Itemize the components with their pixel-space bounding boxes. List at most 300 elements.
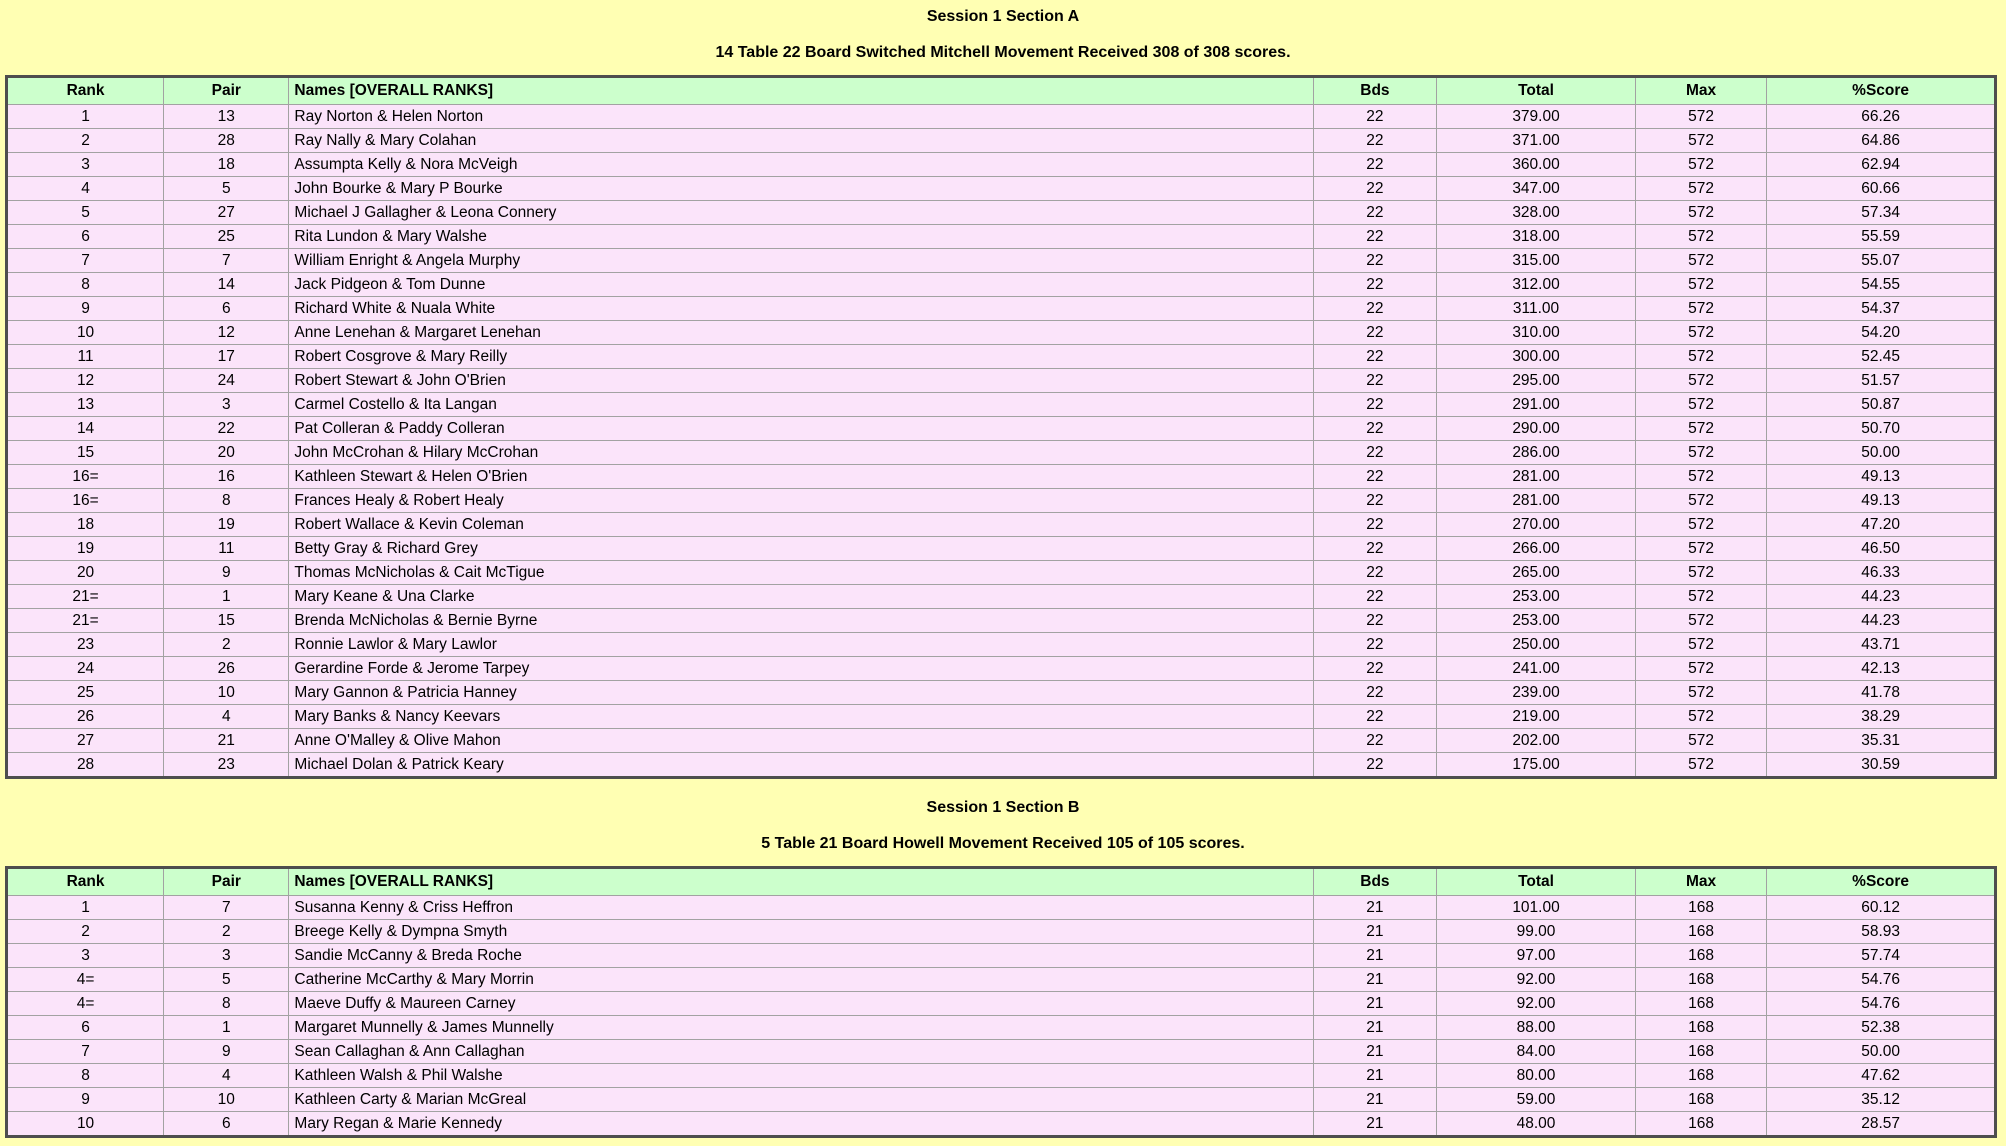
result-row <box>7 321 1996 345</box>
result-cell-names: Breege Kelly & Dympna Smyth <box>289 920 1313 944</box>
result-cell-total: 290.00 <box>1437 417 1636 441</box>
result-cell-pct-score: 57.34 <box>1767 201 1996 225</box>
column-header-total: Total <box>1437 77 1636 105</box>
result-cell-pct-score: 62.94 <box>1767 153 1996 177</box>
result-cell-bds: 22 <box>1313 225 1436 249</box>
result-cell-bds: 22 <box>1313 705 1436 729</box>
result-cell-rank: 9 <box>7 297 164 321</box>
result-cell-total: 266.00 <box>1437 537 1636 561</box>
column-header-pct-score: %Score <box>1767 77 1996 105</box>
result-cell-rank: 23 <box>7 633 164 657</box>
result-cell-rank: 3 <box>7 944 164 968</box>
result-cell-pair: 19 <box>164 513 289 537</box>
result-row <box>7 657 1996 681</box>
result-cell-pct-score: 38.29 <box>1767 705 1996 729</box>
result-row <box>7 1112 1996 1137</box>
result-cell-bds: 22 <box>1313 657 1436 681</box>
result-row <box>7 417 1996 441</box>
result-cell-total: 371.00 <box>1437 129 1636 153</box>
table-header <box>7 77 1996 105</box>
result-cell-bds: 21 <box>1313 920 1436 944</box>
result-cell-pct-score: 28.57 <box>1767 1112 1996 1137</box>
result-cell-bds: 22 <box>1313 681 1436 705</box>
result-cell-pair: 9 <box>164 1040 289 1064</box>
result-cell-pair: 18 <box>164 153 289 177</box>
column-header-rank: Rank <box>7 77 164 105</box>
result-cell-max: 572 <box>1635 657 1766 681</box>
result-cell-pct-score: 44.23 <box>1767 585 1996 609</box>
result-row <box>7 489 1996 513</box>
result-cell-max: 572 <box>1635 753 1766 778</box>
result-cell-rank: 28 <box>7 753 164 778</box>
result-cell-pair: 21 <box>164 729 289 753</box>
result-cell-max: 572 <box>1635 465 1766 489</box>
result-cell-max: 168 <box>1635 1112 1766 1137</box>
result-cell-max: 572 <box>1635 705 1766 729</box>
section-a-subtitle: 14 Table 22 Board Switched Mitchell Movement Received 308 of 308 scores. <box>715 44 1291 61</box>
result-cell-pair: 27 <box>164 201 289 225</box>
result-cell-total: 80.00 <box>1437 1064 1636 1088</box>
result-cell-names: William Enright & Angela Murphy <box>289 249 1313 273</box>
result-cell-names: Margaret Munnelly & James Munnelly <box>289 1016 1313 1040</box>
column-header-names: Names [OVERALL RANKS] <box>289 77 1313 105</box>
result-cell-pct-score: 50.70 <box>1767 417 1996 441</box>
result-cell-bds: 21 <box>1313 1088 1436 1112</box>
result-cell-bds: 22 <box>1313 297 1436 321</box>
result-cell-pair: 24 <box>164 369 289 393</box>
column-header-pair: Pair <box>164 77 289 105</box>
result-cell-max: 572 <box>1635 393 1766 417</box>
result-cell-total: 253.00 <box>1437 609 1636 633</box>
result-cell-pair: 7 <box>164 896 289 920</box>
result-cell-pct-score: 60.66 <box>1767 177 1996 201</box>
result-cell-max: 168 <box>1635 1016 1766 1040</box>
result-cell-pair: 17 <box>164 345 289 369</box>
result-cell-max: 572 <box>1635 561 1766 585</box>
result-cell-total: 92.00 <box>1437 968 1636 992</box>
result-cell-rank: 9 <box>7 1088 164 1112</box>
result-row <box>7 944 1996 968</box>
result-cell-total: 239.00 <box>1437 681 1636 705</box>
result-cell-rank: 6 <box>7 1016 164 1040</box>
result-cell-rank: 2 <box>7 129 164 153</box>
result-cell-rank: 15 <box>7 441 164 465</box>
result-cell-total: 328.00 <box>1437 201 1636 225</box>
section-b-subtitle: 5 Table 21 Board Howell Movement Received 105 of 105 scores. <box>761 835 1245 852</box>
result-cell-rank: 18 <box>7 513 164 537</box>
result-cell-rank: 2 <box>7 920 164 944</box>
column-header-rank: Rank <box>7 868 164 896</box>
result-cell-pct-score: 60.12 <box>1767 896 1996 920</box>
result-cell-names: Sandie McCanny & Breda Roche <box>289 944 1313 968</box>
result-cell-names: Pat Colleran & Paddy Colleran <box>289 417 1313 441</box>
result-cell-pair: 5 <box>164 177 289 201</box>
result-cell-pct-score: 55.07 <box>1767 249 1996 273</box>
result-cell-names: John Bourke & Mary P Bourke <box>289 177 1313 201</box>
result-cell-bds: 21 <box>1313 1040 1436 1064</box>
result-cell-bds: 22 <box>1313 489 1436 513</box>
result-cell-rank: 11 <box>7 345 164 369</box>
result-cell-total: 300.00 <box>1437 345 1636 369</box>
result-cell-rank: 19 <box>7 537 164 561</box>
result-cell-total: 265.00 <box>1437 561 1636 585</box>
result-cell-pct-score: 52.38 <box>1767 1016 1996 1040</box>
result-cell-pct-score: 52.45 <box>1767 345 1996 369</box>
result-cell-rank: 4= <box>7 992 164 1016</box>
result-row <box>7 225 1996 249</box>
result-cell-max: 168 <box>1635 1088 1766 1112</box>
result-cell-rank: 21= <box>7 585 164 609</box>
column-header-bds: Bds <box>1313 77 1436 105</box>
result-cell-total: 379.00 <box>1437 105 1636 129</box>
result-cell-max: 168 <box>1635 920 1766 944</box>
result-cell-max: 572 <box>1635 729 1766 753</box>
result-cell-max: 572 <box>1635 345 1766 369</box>
result-row <box>7 705 1996 729</box>
result-cell-pct-score: 55.59 <box>1767 225 1996 249</box>
result-cell-names: Robert Cosgrove & Mary Reilly <box>289 345 1313 369</box>
section-b <box>0 779 2006 1138</box>
result-row <box>7 681 1996 705</box>
results-table-section-a <box>5 75 1997 779</box>
result-cell-rank: 7 <box>7 249 164 273</box>
result-row <box>7 1088 1996 1112</box>
result-cell-rank: 21= <box>7 609 164 633</box>
result-cell-total: 92.00 <box>1437 992 1636 1016</box>
result-cell-rank: 27 <box>7 729 164 753</box>
result-cell-pair: 12 <box>164 321 289 345</box>
result-cell-total: 219.00 <box>1437 705 1636 729</box>
result-cell-pct-score: 30.59 <box>1767 753 1996 778</box>
result-cell-max: 572 <box>1635 633 1766 657</box>
result-cell-total: 253.00 <box>1437 585 1636 609</box>
result-row <box>7 201 1996 225</box>
result-row <box>7 105 1996 129</box>
result-cell-total: 286.00 <box>1437 441 1636 465</box>
result-cell-max: 572 <box>1635 297 1766 321</box>
column-header-names: Names [OVERALL RANKS] <box>289 868 1313 896</box>
result-cell-names: Ray Nally & Mary Colahan <box>289 129 1313 153</box>
result-cell-total: 315.00 <box>1437 249 1636 273</box>
result-cell-pair: 20 <box>164 441 289 465</box>
result-cell-max: 168 <box>1635 992 1766 1016</box>
column-header-bds: Bds <box>1313 868 1436 896</box>
result-row <box>7 1016 1996 1040</box>
result-cell-pct-score: 49.13 <box>1767 465 1996 489</box>
result-cell-max: 572 <box>1635 201 1766 225</box>
result-cell-bds: 22 <box>1313 345 1436 369</box>
table-header <box>7 868 1996 896</box>
result-row <box>7 249 1996 273</box>
result-cell-pct-score: 50.00 <box>1767 441 1996 465</box>
result-cell-names: Mary Regan & Marie Kennedy <box>289 1112 1313 1137</box>
result-cell-total: 99.00 <box>1437 920 1636 944</box>
result-cell-pair: 1 <box>164 585 289 609</box>
result-cell-rank: 24 <box>7 657 164 681</box>
result-cell-pair: 2 <box>164 633 289 657</box>
result-row <box>7 273 1996 297</box>
result-cell-max: 168 <box>1635 968 1766 992</box>
result-cell-bds: 22 <box>1313 537 1436 561</box>
result-row <box>7 561 1996 585</box>
result-cell-pct-score: 43.71 <box>1767 633 1996 657</box>
result-cell-pct-score: 49.13 <box>1767 489 1996 513</box>
result-cell-names: Gerardine Forde & Jerome Tarpey <box>289 657 1313 681</box>
result-cell-pair: 6 <box>164 297 289 321</box>
result-cell-pct-score: 35.31 <box>1767 729 1996 753</box>
result-cell-max: 168 <box>1635 944 1766 968</box>
result-row <box>7 1040 1996 1064</box>
result-cell-max: 572 <box>1635 441 1766 465</box>
result-cell-max: 572 <box>1635 537 1766 561</box>
result-cell-bds: 22 <box>1313 321 1436 345</box>
result-cell-names: Kathleen Walsh & Phil Walshe <box>289 1064 1313 1088</box>
result-cell-names: Anne O'Malley & Olive Mahon <box>289 729 1313 753</box>
result-cell-max: 572 <box>1635 273 1766 297</box>
result-cell-names: Sean Callaghan & Ann Callaghan <box>289 1040 1313 1064</box>
result-row <box>7 129 1996 153</box>
result-cell-total: 318.00 <box>1437 225 1636 249</box>
result-cell-rank: 16= <box>7 465 164 489</box>
results-body-section-b <box>7 896 1996 1137</box>
result-cell-pair: 5 <box>164 968 289 992</box>
result-cell-rank: 25 <box>7 681 164 705</box>
result-cell-rank: 7 <box>7 1040 164 1064</box>
result-cell-max: 168 <box>1635 1040 1766 1064</box>
result-cell-total: 84.00 <box>1437 1040 1636 1064</box>
result-cell-rank: 5 <box>7 201 164 225</box>
result-cell-total: 241.00 <box>1437 657 1636 681</box>
result-row <box>7 920 1996 944</box>
result-cell-pair: 22 <box>164 417 289 441</box>
result-cell-names: Kathleen Stewart & Helen O'Brien <box>289 465 1313 489</box>
result-cell-rank: 8 <box>7 273 164 297</box>
result-cell-pair: 15 <box>164 609 289 633</box>
results-body-section-a <box>7 105 1996 778</box>
result-cell-bds: 22 <box>1313 633 1436 657</box>
result-cell-bds: 22 <box>1313 417 1436 441</box>
result-cell-pair: 11 <box>164 537 289 561</box>
result-cell-names: Rita Lundon & Mary Walshe <box>289 225 1313 249</box>
result-cell-bds: 21 <box>1313 968 1436 992</box>
result-cell-max: 572 <box>1635 489 1766 513</box>
result-cell-total: 88.00 <box>1437 1016 1636 1040</box>
result-cell-total: 59.00 <box>1437 1088 1636 1112</box>
result-row <box>7 153 1996 177</box>
result-cell-pct-score: 57.74 <box>1767 944 1996 968</box>
column-header-pct-score: %Score <box>1767 868 1996 896</box>
result-cell-names: Mary Banks & Nancy Keevars <box>289 705 1313 729</box>
result-cell-names: Michael Dolan & Patrick Keary <box>289 753 1313 778</box>
result-cell-rank: 10 <box>7 1112 164 1137</box>
result-cell-pair: 3 <box>164 393 289 417</box>
result-cell-names: Robert Wallace & Kevin Coleman <box>289 513 1313 537</box>
result-cell-names: Mary Keane & Una Clarke <box>289 585 1313 609</box>
result-cell-names: Mary Gannon & Patricia Hanney <box>289 681 1313 705</box>
result-cell-max: 572 <box>1635 105 1766 129</box>
section-a-title: Session 1 Section A <box>926 8 1080 25</box>
result-row <box>7 992 1996 1016</box>
result-cell-total: 202.00 <box>1437 729 1636 753</box>
result-cell-pair: 14 <box>164 273 289 297</box>
result-cell-bds: 22 <box>1313 609 1436 633</box>
result-cell-total: 347.00 <box>1437 177 1636 201</box>
result-row <box>7 585 1996 609</box>
result-cell-names: Ray Norton & Helen Norton <box>289 105 1313 129</box>
column-header-pair: Pair <box>164 868 289 896</box>
column-header-max: Max <box>1635 868 1766 896</box>
result-cell-total: 281.00 <box>1437 465 1636 489</box>
result-cell-rank: 1 <box>7 896 164 920</box>
result-cell-bds: 22 <box>1313 729 1436 753</box>
result-row <box>7 369 1996 393</box>
result-cell-bds: 22 <box>1313 465 1436 489</box>
result-cell-max: 572 <box>1635 585 1766 609</box>
result-cell-names: Susanna Kenny & Criss Heffron <box>289 896 1313 920</box>
result-cell-bds: 21 <box>1313 1064 1436 1088</box>
result-cell-max: 572 <box>1635 681 1766 705</box>
result-cell-pair: 23 <box>164 753 289 778</box>
result-cell-rank: 4 <box>7 177 164 201</box>
result-cell-names: Richard White & Nuala White <box>289 297 1313 321</box>
result-cell-bds: 21 <box>1313 992 1436 1016</box>
result-cell-rank: 26 <box>7 705 164 729</box>
result-cell-max: 572 <box>1635 129 1766 153</box>
result-row <box>7 896 1996 920</box>
result-cell-max: 572 <box>1635 321 1766 345</box>
result-cell-pair: 10 <box>164 681 289 705</box>
result-cell-pct-score: 46.50 <box>1767 537 1996 561</box>
result-cell-max: 572 <box>1635 153 1766 177</box>
result-cell-pair: 3 <box>164 944 289 968</box>
result-cell-bds: 21 <box>1313 896 1436 920</box>
result-cell-names: Brenda McNicholas & Bernie Byrne <box>289 609 1313 633</box>
result-row <box>7 393 1996 417</box>
result-cell-bds: 22 <box>1313 201 1436 225</box>
result-cell-names: Thomas McNicholas & Cait McTigue <box>289 561 1313 585</box>
result-cell-pair: 8 <box>164 489 289 513</box>
result-cell-rank: 12 <box>7 369 164 393</box>
result-cell-bds: 22 <box>1313 153 1436 177</box>
result-row <box>7 609 1996 633</box>
result-cell-bds: 22 <box>1313 249 1436 273</box>
result-cell-names: Frances Healy & Robert Healy <box>289 489 1313 513</box>
result-cell-bds: 22 <box>1313 105 1436 129</box>
result-cell-pair: 16 <box>164 465 289 489</box>
result-cell-pct-score: 64.86 <box>1767 129 1996 153</box>
result-cell-pct-score: 54.76 <box>1767 968 1996 992</box>
result-cell-pct-score: 50.00 <box>1767 1040 1996 1064</box>
result-cell-names: Maeve Duffy & Maureen Carney <box>289 992 1313 1016</box>
result-cell-max: 572 <box>1635 513 1766 537</box>
result-cell-total: 101.00 <box>1437 896 1636 920</box>
result-cell-total: 291.00 <box>1437 393 1636 417</box>
result-cell-max: 572 <box>1635 177 1766 201</box>
result-cell-pct-score: 54.76 <box>1767 992 1996 1016</box>
result-cell-bds: 22 <box>1313 753 1436 778</box>
result-cell-rank: 13 <box>7 393 164 417</box>
result-cell-pair: 4 <box>164 1064 289 1088</box>
result-cell-total: 250.00 <box>1437 633 1636 657</box>
result-cell-bds: 22 <box>1313 393 1436 417</box>
result-cell-max: 168 <box>1635 896 1766 920</box>
result-cell-rank: 1 <box>7 105 164 129</box>
result-cell-pair: 6 <box>164 1112 289 1137</box>
result-cell-max: 572 <box>1635 225 1766 249</box>
result-cell-pair: 10 <box>164 1088 289 1112</box>
result-row <box>7 441 1996 465</box>
result-cell-pct-score: 44.23 <box>1767 609 1996 633</box>
result-row <box>7 753 1996 778</box>
result-cell-pair: 8 <box>164 992 289 1016</box>
result-cell-bds: 22 <box>1313 561 1436 585</box>
section-b-title: Session 1 Section B <box>926 799 1080 816</box>
result-row <box>7 968 1996 992</box>
result-cell-total: 360.00 <box>1437 153 1636 177</box>
result-cell-rank: 16= <box>7 489 164 513</box>
result-cell-names: Betty Gray & Richard Grey <box>289 537 1313 561</box>
result-cell-pct-score: 66.26 <box>1767 105 1996 129</box>
result-cell-names: Assumpta Kelly & Nora McVeigh <box>289 153 1313 177</box>
column-header-max: Max <box>1635 77 1766 105</box>
result-cell-rank: 3 <box>7 153 164 177</box>
result-cell-pct-score: 42.13 <box>1767 657 1996 681</box>
result-cell-total: 175.00 <box>1437 753 1636 778</box>
result-cell-max: 168 <box>1635 1064 1766 1088</box>
result-cell-bds: 21 <box>1313 1016 1436 1040</box>
result-row <box>7 513 1996 537</box>
result-cell-names: Robert Stewart & John O'Brien <box>289 369 1313 393</box>
result-cell-bds: 22 <box>1313 369 1436 393</box>
result-cell-pair: 7 <box>164 249 289 273</box>
result-cell-bds: 21 <box>1313 944 1436 968</box>
result-cell-total: 311.00 <box>1437 297 1636 321</box>
result-cell-total: 270.00 <box>1437 513 1636 537</box>
result-row <box>7 633 1996 657</box>
result-cell-bds: 21 <box>1313 1112 1436 1137</box>
result-cell-pct-score: 46.33 <box>1767 561 1996 585</box>
header-row <box>7 868 1996 896</box>
result-cell-bds: 22 <box>1313 177 1436 201</box>
result-cell-names: Catherine McCarthy & Mary Morrin <box>289 968 1313 992</box>
result-cell-pct-score: 35.12 <box>1767 1088 1996 1112</box>
result-cell-names: Ronnie Lawlor & Mary Lawlor <box>289 633 1313 657</box>
result-cell-pair: 2 <box>164 920 289 944</box>
result-cell-pct-score: 47.20 <box>1767 513 1996 537</box>
header-row <box>7 77 1996 105</box>
result-cell-pct-score: 54.55 <box>1767 273 1996 297</box>
result-cell-pct-score: 47.62 <box>1767 1064 1996 1088</box>
result-cell-pair: 25 <box>164 225 289 249</box>
result-cell-bds: 22 <box>1313 273 1436 297</box>
result-cell-pct-score: 54.20 <box>1767 321 1996 345</box>
result-cell-rank: 8 <box>7 1064 164 1088</box>
result-cell-total: 97.00 <box>1437 944 1636 968</box>
result-cell-names: John McCrohan & Hilary McCrohan <box>289 441 1313 465</box>
result-cell-total: 310.00 <box>1437 321 1636 345</box>
result-row <box>7 345 1996 369</box>
result-cell-max: 572 <box>1635 249 1766 273</box>
result-cell-pair: 9 <box>164 561 289 585</box>
result-cell-rank: 6 <box>7 225 164 249</box>
result-cell-pair: 13 <box>164 105 289 129</box>
result-cell-rank: 10 <box>7 321 164 345</box>
result-cell-names: Carmel Costello & Ita Langan <box>289 393 1313 417</box>
results-table-section-b <box>5 866 1997 1138</box>
result-cell-total: 48.00 <box>1437 1112 1636 1137</box>
result-cell-total: 312.00 <box>1437 273 1636 297</box>
result-cell-rank: 20 <box>7 561 164 585</box>
